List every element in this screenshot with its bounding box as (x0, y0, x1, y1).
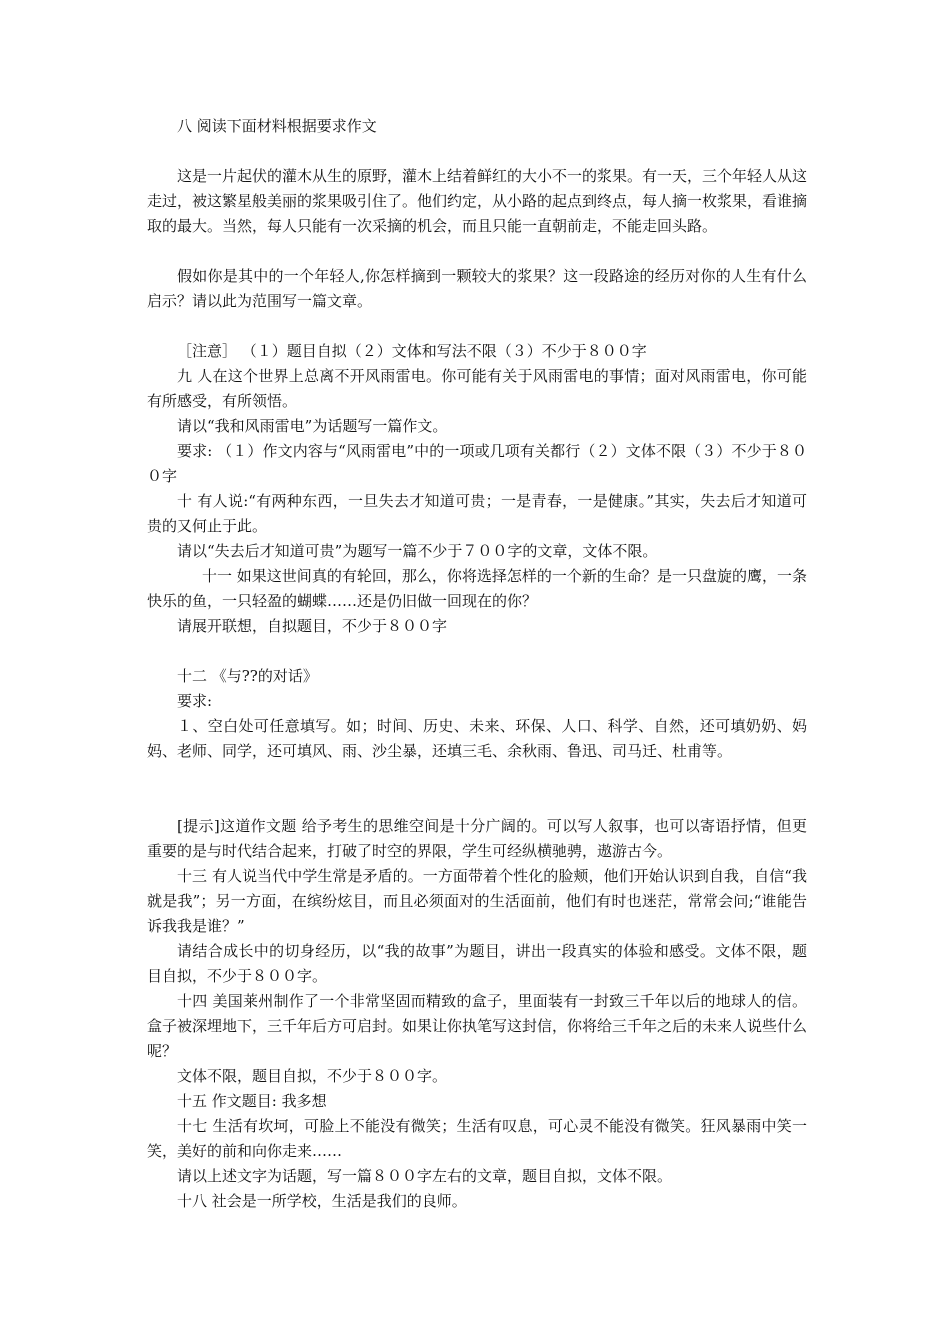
section-8-material: 这是一片起伏的灌木从生的原野，灌木上结着鲜红的大小不一的浆果。有一天，三个年轻人从这走过，被这繁星般美丽的浆果吸引住了。他们约定，从小路的起点到终点，每人摘一枚浆果，看谁摘取的最大。当然，每人只能有一次采摘的机会，而且只能一直朝前走，不能走回头路。 (147, 167, 808, 235)
section-14-prompt: 文体不限，题目自拟，不少于８００字。 (177, 1067, 448, 1085)
section-10-prompt: 请以“失去后才知道可贵”为题写一篇不少于７００字的文章，文体不限。 (177, 542, 658, 560)
section-9-prompt: 请以“我和风雨雷电”为话题写一篇作文。 (177, 417, 448, 435)
section-9-material: 九 人在这个世界上总离不开风雨雷电。你可能有关于风雨雷电的事情；面对风雨雷电，你可能有所感受，有所领悟。 (147, 367, 807, 410)
section-14-material: 十四 美国莱州制作了一个非常坚固而精致的盒子，里面装有一封致三千年以后的地球人的信。盒子被深埋地下，三千年后方可启封。如果让你执笔写这封信，你将给三千年之后的未来人说些什么呢？ (147, 992, 808, 1060)
section-12-requirements-label: 要求: (177, 692, 213, 710)
section-12-hint: [提示]这道作文题 给予考生的思维空间是十分广阔的。可以写人叙事，也可以寄语抒情，但更重要的是与时代结合起来，打破了时空的界限，学生可经纵横驰骋，遨游古今。 (147, 817, 807, 860)
section-10-material: 十 有人说:“有两种东西，一旦失去才知道可贵；一是青春，一是健康。”其实，失去后才知道可贵的又何止于此。 (147, 492, 807, 535)
section-8-heading: 八 阅读下面材料根据要求作文 (177, 117, 377, 135)
section-15-title: 十五 作文题目: 我多想 (177, 1092, 327, 1110)
section-8-note: ［注意］ （１）题目自拟（２）文体和写法不限（３）不少于８００字 (177, 342, 647, 360)
section-12-requirement-1: １、空白处可任意填写。如；时间、历史、未来、环保、人口、科学、自然，还可填奶奶、妈妈、老师、同学，还可填风、雨、沙尘暴，还填三毛、余秋雨、鲁迅、司马迁、杜甫等。 (147, 717, 807, 760)
section-17-material: 十七 生活有坎坷，可脸上不能没有微笑；生活有叹息，可心灵不能没有微笑。狂风暴雨中笑一笑，美好的前和向你走来…… (147, 1117, 807, 1160)
section-13-prompt: 请结合成长中的切身经历，以“我的故事”为题目，讲出一段真实的体验和感受。文体不限，题目自拟，不少于８００字。 (147, 942, 807, 985)
section-18-material: 十八 社会是一所学校，生活是我们的良师。 (177, 1192, 467, 1210)
section-8-prompt: 假如你是其中的一个年轻人,你怎样摘到一颗较大的浆果？这一段路途的经历对你的人生有什么启示？请以此为范围写一篇文章。 (147, 267, 807, 310)
section-11-material: 十一 如果这世间真的有轮回，那么，你将选择怎样的一个新的生命？是一只盘旋的鹰，一条快乐的鱼，一只轻盈的蝴蝶……还是仍旧做一回现在的你？ (147, 567, 807, 610)
section-11-prompt: 请展开联想，自拟题目，不少于８００字 (177, 617, 448, 635)
section-9-requirements: 要求: （１）作文内容与“风雨雷电”中的一项或几项有关都行（２）文体不限（３）不少于８００字 (147, 442, 807, 485)
section-12-heading: 十二 《与??的对话》 (177, 667, 318, 685)
section-13-material: 十三 有人说当代中学生常是矛盾的。一方面带着个性化的脸颊，他们开始认识到自我，自信“我就是我”；另一方面，在缤纷炫目，而且必须面对的生活面前，他们有时也迷茫，常常会问;“谁能告诉我我是谁？” (147, 867, 807, 935)
section-17-prompt: 请以上述文字为话题，写一篇８００字左右的文章，题目自拟，文体不限。 (177, 1167, 673, 1185)
